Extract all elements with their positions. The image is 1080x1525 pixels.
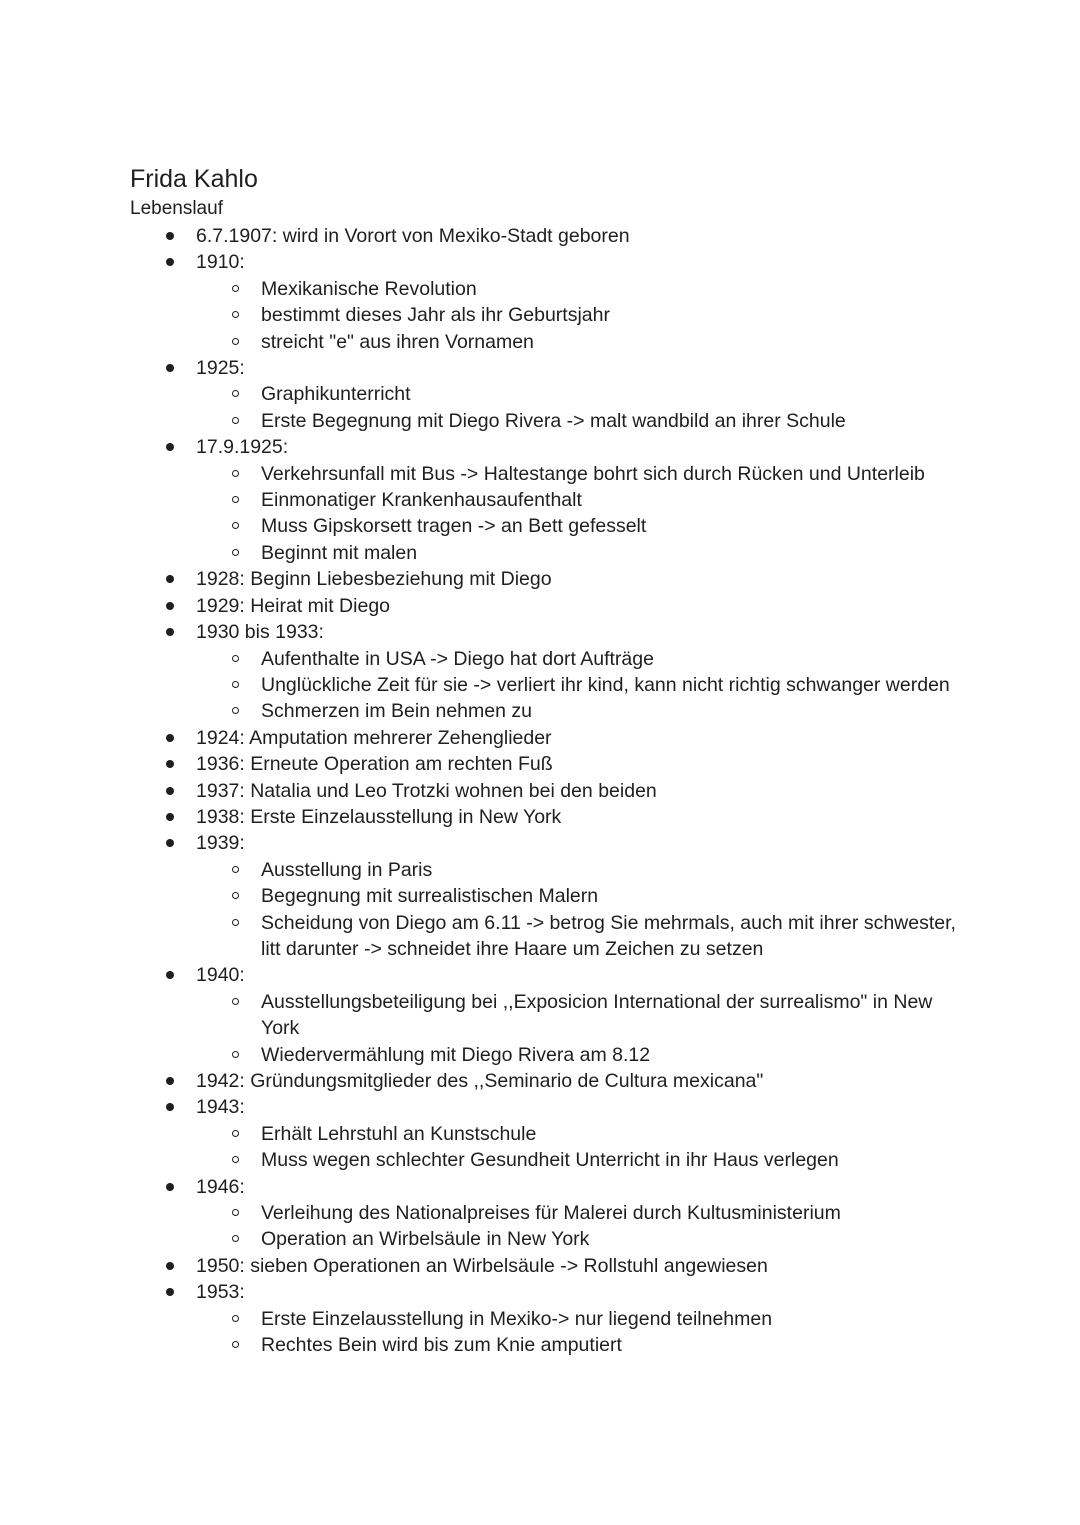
hollow-bullet-icon	[232, 1130, 239, 1137]
bullet-icon	[166, 1077, 174, 1085]
hollow-bullet-icon	[232, 892, 239, 899]
list-item	[130, 830, 970, 962]
bullet-icon	[166, 1262, 174, 1270]
timeline-list	[130, 223, 970, 1358]
hollow-bullet-icon	[232, 1156, 239, 1163]
list-item	[130, 619, 970, 725]
list-item-text: 1940:	[196, 964, 245, 987]
sub-list-item	[196, 381, 970, 407]
sub-list	[196, 1200, 970, 1253]
sub-list	[196, 461, 970, 567]
sub-list-item-text: Erste Einzelausstellung in Mexiko-> nur liegend teilnehmen	[261, 1307, 773, 1330]
sub-list-item	[196, 1332, 970, 1358]
sub-list-item	[196, 1226, 970, 1252]
list-item-text: 1939:	[196, 832, 245, 855]
sub-list-item-text: streicht "e" aus ihren Vornamen	[261, 330, 534, 353]
sub-list-item	[196, 276, 970, 302]
sub-list-item-text: Rechtes Bein wird bis zum Knie amputiert	[261, 1334, 622, 1357]
hollow-bullet-icon	[232, 866, 239, 873]
hollow-bullet-icon	[232, 522, 239, 529]
hollow-bullet-icon	[232, 919, 239, 926]
list-item	[130, 1279, 970, 1358]
hollow-bullet-icon	[232, 655, 239, 662]
sub-list-item	[196, 329, 970, 355]
hollow-bullet-icon	[232, 390, 239, 397]
sub-list	[196, 381, 970, 434]
document-title: Frida Kahlo	[130, 165, 258, 193]
bullet-icon	[166, 258, 174, 266]
document-page	[130, 162, 970, 1358]
hollow-bullet-icon	[232, 470, 239, 477]
sub-list-item-text: Verkehrsunfall mit Bus -> Haltestange bohrt sich durch Rücken und Unterleib	[261, 462, 925, 485]
sub-list-item-text: Begegnung mit surrealistischen Malern	[261, 885, 599, 908]
list-item	[130, 249, 970, 355]
sub-list-item	[196, 672, 970, 698]
hollow-bullet-icon	[232, 707, 239, 714]
bullet-icon	[166, 734, 174, 742]
sub-list-item	[196, 1306, 970, 1332]
sub-list-item	[196, 540, 970, 566]
sub-list-item-text: Ausstellung in Paris	[261, 858, 433, 881]
bullet-icon	[166, 602, 174, 610]
list-item	[130, 1253, 970, 1279]
list-item	[130, 1068, 970, 1094]
list-item-text: 1930 bis 1933:	[196, 621, 324, 644]
list-item	[130, 1174, 970, 1253]
sub-list-item-text: Muss Gipskorsett tragen -> an Bett gefesselt	[261, 515, 647, 538]
list-item-text: 1929: Heirat mit Diego	[196, 594, 391, 617]
bullet-icon	[166, 971, 174, 979]
bullet-icon	[166, 364, 174, 372]
sub-list-item	[196, 487, 970, 513]
list-item	[130, 778, 970, 804]
list-item	[130, 1094, 970, 1173]
list-item-text: 1937: Natalia und Leo Trotzki wohnen bei den beiden	[196, 779, 657, 802]
bullet-icon	[166, 760, 174, 768]
sub-list-item	[196, 408, 970, 434]
sub-list-item-text: Muss wegen schlechter Gesundheit Unterricht in ihr Haus verlegen	[261, 1149, 839, 1172]
hollow-bullet-icon	[232, 338, 239, 345]
sub-list-item-text: Einmonatiger Krankenhausaufenthalt	[261, 489, 582, 512]
hollow-bullet-icon	[232, 311, 239, 318]
sub-list-item	[196, 513, 970, 539]
bullet-icon	[166, 232, 174, 240]
sub-list-item	[196, 461, 970, 487]
sub-list-item	[196, 302, 970, 328]
list-item-text: 6.7.1907: wird in Vorort von Mexiko-Stadt geboren	[196, 225, 630, 247]
bullet-icon	[166, 787, 174, 795]
list-item-text: 1953:	[196, 1281, 245, 1304]
hollow-bullet-icon	[232, 496, 239, 503]
sub-list-item	[196, 857, 970, 883]
sub-list-item	[196, 910, 970, 963]
sub-list-item-text: Graphikunterricht	[261, 383, 411, 406]
list-item-text: 1928: Beginn Liebesbeziehung mit Diego	[196, 568, 552, 591]
sub-list-item-text: Erste Begegnung mit Diego Rivera -> malt wandbild an ihrer Schule	[261, 409, 846, 432]
list-item-text: 17.9.1925:	[196, 436, 289, 459]
list-item	[130, 355, 970, 434]
sub-list-item-text: Scheidung von Diego am 6.11 -> betrog Sie mehrmals, auch mit ihrer schwester, litt darunter -> schneidet ihre Haare um Zeichen zu setzen	[261, 911, 956, 960]
sub-list-item-text: Schmerzen im Bein nehmen zu	[261, 700, 532, 723]
sub-list-item-text: Ausstellungsbeteiligung bei ,,Exposicion International der surrealismo" in New York	[261, 990, 933, 1040]
bullet-icon	[166, 813, 174, 821]
sub-list-item	[196, 1042, 970, 1068]
hollow-bullet-icon	[232, 285, 239, 292]
hollow-bullet-icon	[232, 998, 239, 1005]
bullet-icon	[166, 1288, 174, 1296]
sub-list	[196, 646, 970, 725]
hollow-bullet-icon	[232, 549, 239, 556]
list-item-text: 1910:	[196, 251, 245, 274]
sub-list-item-text: Verleihung des Nationalpreises für Malerei durch Kultusministerium	[261, 1202, 841, 1225]
list-item-text: 1946:	[196, 1175, 245, 1198]
sub-list-item-text: Unglückliche Zeit für sie -> verliert ihr kind, kann nicht richtig schwanger werden	[261, 673, 950, 696]
list-item	[130, 593, 970, 619]
document-subtitle: Lebenslauf	[130, 198, 223, 219]
list-item-text: 1936: Erneute Operation am rechten Fuß	[196, 753, 553, 776]
list-item	[130, 566, 970, 592]
list-item-text: 1925:	[196, 357, 245, 380]
sub-list-item	[196, 1121, 970, 1147]
sub-list	[196, 1121, 970, 1174]
sub-list-item	[196, 1200, 970, 1226]
sub-list-item	[196, 1147, 970, 1173]
sub-list-item	[196, 698, 970, 724]
bullet-icon	[166, 443, 174, 451]
sub-list-item	[196, 646, 970, 672]
bullet-icon	[166, 1103, 174, 1111]
list-item	[130, 434, 970, 566]
list-item-text: 1938: Erste Einzelausstellung in New York	[196, 805, 562, 828]
list-item-text: 1950: sieben Operationen an Wirbelsäule -> Rollstuhl angewiesen	[196, 1254, 768, 1277]
hollow-bullet-icon	[232, 1235, 239, 1242]
sub-list-item-text: Operation an Wirbelsäule in New York	[261, 1228, 590, 1251]
sub-list	[196, 1306, 970, 1359]
sub-list-item	[196, 989, 970, 1042]
list-item	[130, 804, 970, 830]
hollow-bullet-icon	[232, 681, 239, 688]
list-item	[130, 725, 970, 751]
sub-list	[196, 857, 970, 963]
bullet-icon	[166, 1183, 174, 1191]
list-item	[130, 962, 970, 1068]
hollow-bullet-icon	[232, 417, 239, 424]
sub-list-item	[196, 883, 970, 909]
bullet-icon	[166, 628, 174, 636]
sub-list-item-text: Beginnt mit malen	[261, 541, 418, 564]
bullet-icon	[166, 839, 174, 847]
list-item-text: 1943:	[196, 1096, 245, 1119]
sub-list-item-text: Mexikanische Revolution	[261, 277, 477, 300]
bullet-icon	[166, 575, 174, 583]
sub-list	[196, 276, 970, 355]
list-item	[130, 223, 970, 249]
sub-list-item-text: bestimmt dieses Jahr als ihr Geburtsjahr	[261, 304, 610, 327]
sub-list-item-text: Aufenthalte in USA -> Diego hat dort Aufträge	[261, 647, 654, 670]
hollow-bullet-icon	[232, 1341, 239, 1348]
list-item	[130, 751, 970, 777]
list-item-text: 1924: Amputation mehrerer Zehenglieder	[196, 726, 552, 749]
hollow-bullet-icon	[232, 1315, 239, 1322]
sub-list-item-text: Wiedervermählung mit Diego Rivera am 8.12	[261, 1043, 651, 1066]
hollow-bullet-icon	[232, 1051, 239, 1058]
hollow-bullet-icon	[232, 1209, 239, 1216]
sub-list-item-text: Erhält Lehrstuhl an Kunstschule	[261, 1122, 537, 1145]
list-item-text: 1942: Gründungsmitglieder des ,,Seminario de Cultura mexicana"	[196, 1070, 764, 1092]
sub-list	[196, 989, 970, 1068]
